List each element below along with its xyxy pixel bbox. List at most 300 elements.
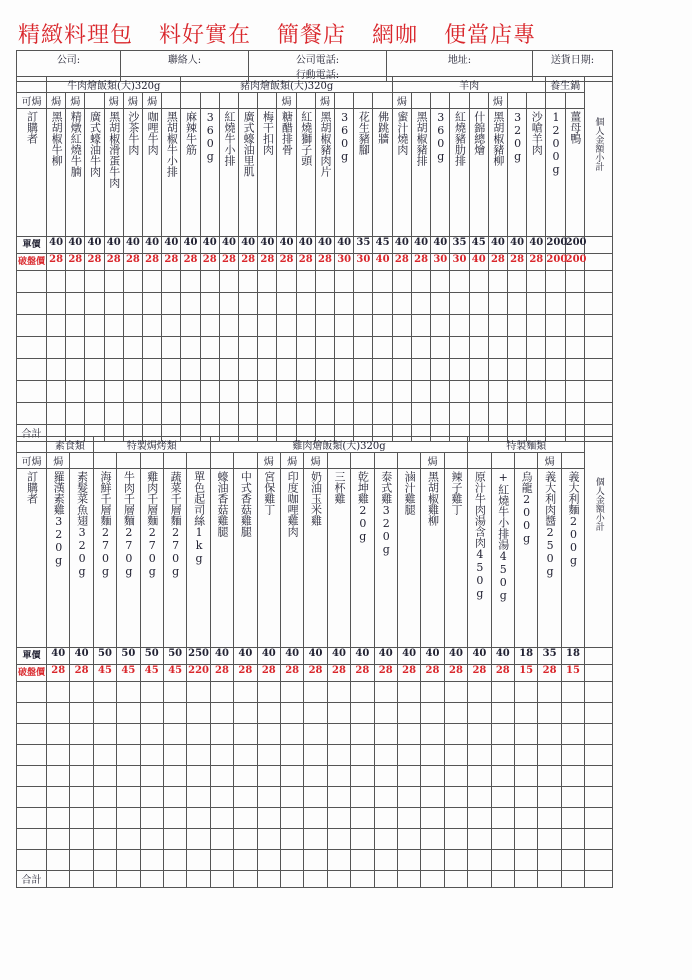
order-cell[interactable] [351,682,374,703]
order-cell[interactable] [163,682,186,703]
order-cell[interactable] [335,359,354,381]
menu-item[interactable] [397,469,420,648]
order-cell[interactable] [93,787,116,808]
order-cell[interactable] [392,359,411,381]
order-cell[interactable] [70,829,93,850]
order-cell[interactable] [47,381,66,403]
order-cell[interactable] [258,403,277,425]
order-cell[interactable] [488,381,507,403]
order-cell[interactable] [47,850,70,871]
order-cell[interactable] [258,293,277,315]
order-cell[interactable] [373,381,392,403]
order-cell[interactable] [234,808,257,829]
order-cell[interactable] [527,293,546,315]
order-cell[interactable] [491,787,514,808]
order-cell[interactable] [335,271,354,293]
order-cell[interactable] [374,766,397,787]
order-cell[interactable] [47,829,70,850]
order-cell[interactable] [565,403,584,425]
order-cell[interactable] [200,403,219,425]
order-cell[interactable] [315,337,334,359]
order-cell[interactable] [47,808,70,829]
menu-item[interactable] [491,469,514,648]
order-cell[interactable] [315,381,334,403]
person-total-cell[interactable] [584,254,612,271]
order-cell[interactable] [514,745,537,766]
menu-item[interactable] [187,469,210,648]
order-cell[interactable] [354,315,373,337]
order-cell[interactable] [210,787,233,808]
order-cell[interactable] [143,337,162,359]
order-cell[interactable] [200,315,219,337]
order-cell[interactable] [450,271,469,293]
order-cell[interactable] [421,787,444,808]
order-cell[interactable] [561,766,584,787]
order-cell[interactable] [210,850,233,871]
order-cell[interactable] [239,271,258,293]
order-cell[interactable] [468,766,491,787]
menu-item[interactable] [546,109,565,237]
order-cell[interactable] [47,293,66,315]
order-cell[interactable] [17,703,47,724]
order-cell[interactable] [514,682,537,703]
order-cell[interactable] [70,850,93,871]
order-cell[interactable] [187,745,210,766]
order-cell[interactable] [508,403,527,425]
order-cell[interactable] [200,337,219,359]
order-cell[interactable] [70,787,93,808]
order-cell[interactable] [66,359,85,381]
order-cell[interactable] [277,271,296,293]
menu-item[interactable] [315,109,334,237]
order-cell[interactable] [47,682,70,703]
order-cell[interactable] [444,703,468,724]
order-cell[interactable] [66,293,85,315]
order-cell[interactable] [210,682,233,703]
menu-item[interactable] [450,109,469,237]
order-cell[interactable] [234,787,257,808]
order-cell[interactable] [354,293,373,315]
menu-item[interactable] [239,109,258,237]
order-cell[interactable] [373,271,392,293]
order-cell[interactable] [304,682,327,703]
order-cell[interactable] [538,703,561,724]
order-cell[interactable] [200,381,219,403]
order-cell[interactable] [397,766,420,787]
order-cell[interactable] [354,337,373,359]
order-cell[interactable] [335,337,354,359]
order-cell[interactable] [421,766,444,787]
order-cell[interactable] [421,850,444,871]
order-cell[interactable] [304,703,327,724]
order-cell[interactable] [585,724,613,745]
order-cell[interactable] [239,359,258,381]
order-cell[interactable] [239,403,258,425]
order-cell[interactable] [143,381,162,403]
order-cell[interactable] [277,315,296,337]
order-cell[interactable] [431,293,450,315]
total-cell[interactable] [327,871,350,888]
order-cell[interactable] [93,745,116,766]
order-cell[interactable] [421,682,444,703]
order-cell[interactable] [17,271,47,293]
order-cell[interactable] [411,381,430,403]
order-cell[interactable] [258,271,277,293]
order-cell[interactable] [327,808,350,829]
order-cell[interactable] [491,682,514,703]
total-cell[interactable] [70,871,93,888]
order-cell[interactable] [258,381,277,403]
order-cell[interactable] [258,315,277,337]
order-cell[interactable] [163,745,186,766]
order-cell[interactable] [93,808,116,829]
order-cell[interactable] [508,293,527,315]
menu-item[interactable] [327,469,350,648]
order-cell[interactable] [257,829,280,850]
order-cell[interactable] [491,745,514,766]
order-cell[interactable] [219,337,238,359]
order-cell[interactable] [354,271,373,293]
order-cell[interactable] [66,315,85,337]
menu-item[interactable] [514,469,537,648]
order-cell[interactable] [546,315,565,337]
order-cell[interactable] [162,315,181,337]
order-cell[interactable] [335,403,354,425]
order-cell[interactable] [47,745,70,766]
person-total-cell[interactable] [585,648,613,665]
order-cell[interactable] [491,808,514,829]
order-cell[interactable] [335,381,354,403]
order-cell[interactable] [187,724,210,745]
order-cell[interactable] [234,829,257,850]
order-cell[interactable] [351,808,374,829]
order-cell[interactable] [351,724,374,745]
order-cell[interactable] [85,315,104,337]
order-cell[interactable] [163,787,186,808]
order-cell[interactable] [488,271,507,293]
menu-item[interactable] [277,109,296,237]
order-cell[interactable] [70,745,93,766]
order-cell[interactable] [327,766,350,787]
order-cell[interactable] [538,787,561,808]
order-cell[interactable] [468,703,491,724]
order-cell[interactable] [257,724,280,745]
menu-item[interactable] [527,109,546,237]
order-cell[interactable] [488,359,507,381]
order-cell[interactable] [85,271,104,293]
order-cell[interactable] [17,787,47,808]
total-cell[interactable] [187,871,210,888]
order-cell[interactable] [258,359,277,381]
order-cell[interactable] [561,682,584,703]
order-cell[interactable] [469,293,488,315]
order-cell[interactable] [280,766,303,787]
order-cell[interactable] [181,293,200,315]
order-cell[interactable] [187,682,210,703]
order-cell[interactable] [585,808,613,829]
order-cell[interactable] [219,403,238,425]
order-cell[interactable] [123,381,142,403]
menu-item[interactable] [468,469,491,648]
order-cell[interactable] [47,403,66,425]
order-cell[interactable] [280,808,303,829]
order-cell[interactable] [140,766,163,787]
order-cell[interactable] [450,403,469,425]
order-cell[interactable] [411,315,430,337]
order-cell[interactable] [488,403,507,425]
order-cell[interactable] [585,703,613,724]
order-cell[interactable] [584,315,612,337]
total-cell[interactable] [93,871,116,888]
order-cell[interactable] [354,381,373,403]
order-cell[interactable] [508,381,527,403]
order-cell[interactable] [527,271,546,293]
order-cell[interactable] [373,293,392,315]
order-cell[interactable] [315,271,334,293]
order-cell[interactable] [514,829,537,850]
menu-item[interactable] [66,109,85,237]
order-cell[interactable] [17,403,47,425]
order-cell[interactable] [444,724,468,745]
order-cell[interactable] [85,293,104,315]
order-cell[interactable] [304,829,327,850]
order-cell[interactable] [315,293,334,315]
person-total-cell[interactable] [584,237,612,254]
menu-item[interactable] [351,469,374,648]
order-cell[interactable] [66,337,85,359]
order-cell[interactable] [219,381,238,403]
order-cell[interactable] [163,829,186,850]
menu-item[interactable] [392,109,411,237]
order-cell[interactable] [163,703,186,724]
order-cell[interactable] [527,381,546,403]
order-cell[interactable] [514,850,537,871]
menu-item[interactable] [117,469,140,648]
order-cell[interactable] [104,315,123,337]
order-cell[interactable] [373,359,392,381]
order-cell[interactable] [143,293,162,315]
order-cell[interactable] [257,850,280,871]
order-cell[interactable] [392,337,411,359]
order-cell[interactable] [140,850,163,871]
menu-item[interactable] [469,109,488,237]
order-cell[interactable] [210,766,233,787]
order-cell[interactable] [584,359,612,381]
order-cell[interactable] [117,724,140,745]
menu-item[interactable] [104,109,123,237]
order-cell[interactable] [561,829,584,850]
order-cell[interactable] [397,703,420,724]
order-cell[interactable] [546,337,565,359]
order-cell[interactable] [17,808,47,829]
order-cell[interactable] [527,337,546,359]
total-cell[interactable] [444,871,468,888]
order-cell[interactable] [296,359,315,381]
order-cell[interactable] [514,808,537,829]
order-cell[interactable] [143,359,162,381]
order-cell[interactable] [140,703,163,724]
order-cell[interactable] [546,403,565,425]
order-cell[interactable] [280,850,303,871]
order-cell[interactable] [123,271,142,293]
order-cell[interactable] [257,787,280,808]
menu-item[interactable] [258,109,277,237]
menu-item[interactable] [444,469,468,648]
order-cell[interactable] [47,703,70,724]
order-cell[interactable] [561,808,584,829]
order-cell[interactable] [93,724,116,745]
order-cell[interactable] [373,337,392,359]
order-cell[interactable] [104,271,123,293]
order-cell[interactable] [304,745,327,766]
total-cell[interactable] [585,871,613,888]
order-cell[interactable] [234,745,257,766]
order-cell[interactable] [234,724,257,745]
order-cell[interactable] [538,850,561,871]
menu-item[interactable] [85,109,104,237]
order-cell[interactable] [468,745,491,766]
order-cell[interactable] [397,724,420,745]
order-cell[interactable] [397,745,420,766]
order-cell[interactable] [444,808,468,829]
order-cell[interactable] [140,724,163,745]
order-cell[interactable] [538,745,561,766]
order-cell[interactable] [187,787,210,808]
order-cell[interactable] [239,337,258,359]
order-cell[interactable] [277,403,296,425]
order-cell[interactable] [444,682,468,703]
order-cell[interactable] [538,808,561,829]
total-cell[interactable] [374,871,397,888]
order-cell[interactable] [315,315,334,337]
order-cell[interactable] [508,271,527,293]
order-cell[interactable] [117,787,140,808]
order-cell[interactable] [584,293,612,315]
order-cell[interactable] [469,359,488,381]
order-cell[interactable] [546,381,565,403]
total-cell[interactable] [514,871,537,888]
menu-item[interactable] [123,109,142,237]
order-cell[interactable] [431,359,450,381]
order-cell[interactable] [327,703,350,724]
order-cell[interactable] [304,766,327,787]
order-cell[interactable] [70,724,93,745]
total-cell[interactable] [117,871,140,888]
order-cell[interactable] [70,703,93,724]
menu-item[interactable] [538,469,561,648]
order-cell[interactable] [327,682,350,703]
order-cell[interactable] [469,315,488,337]
order-cell[interactable] [181,271,200,293]
order-cell[interactable] [514,787,537,808]
order-cell[interactable] [374,808,397,829]
order-cell[interactable] [374,724,397,745]
order-cell[interactable] [123,315,142,337]
order-cell[interactable] [335,293,354,315]
order-cell[interactable] [280,682,303,703]
order-cell[interactable] [392,271,411,293]
order-cell[interactable] [450,359,469,381]
order-cell[interactable] [468,787,491,808]
order-cell[interactable] [296,315,315,337]
order-cell[interactable] [538,682,561,703]
order-cell[interactable] [296,337,315,359]
order-cell[interactable] [93,829,116,850]
order-cell[interactable] [421,724,444,745]
order-cell[interactable] [17,315,47,337]
order-cell[interactable] [85,337,104,359]
order-cell[interactable] [93,766,116,787]
order-cell[interactable] [66,403,85,425]
total-cell[interactable] [538,871,561,888]
menu-item[interactable] [508,109,527,237]
order-cell[interactable] [584,381,612,403]
order-cell[interactable] [431,403,450,425]
order-cell[interactable] [187,703,210,724]
order-cell[interactable] [565,293,584,315]
order-cell[interactable] [565,271,584,293]
order-cell[interactable] [491,829,514,850]
total-cell[interactable] [351,871,374,888]
order-cell[interactable] [491,850,514,871]
total-cell[interactable] [397,871,420,888]
order-cell[interactable] [117,829,140,850]
order-cell[interactable] [85,359,104,381]
order-cell[interactable] [219,293,238,315]
order-cell[interactable] [514,724,537,745]
order-cell[interactable] [327,850,350,871]
order-cell[interactable] [585,829,613,850]
order-cell[interactable] [397,850,420,871]
menu-item[interactable] [565,109,584,237]
person-total-cell[interactable] [585,665,613,682]
order-cell[interactable] [104,337,123,359]
order-cell[interactable] [140,745,163,766]
menu-item[interactable] [162,109,181,237]
total-cell[interactable] [280,871,303,888]
order-cell[interactable] [450,337,469,359]
order-cell[interactable] [280,703,303,724]
order-cell[interactable] [85,403,104,425]
order-cell[interactable] [565,337,584,359]
order-cell[interactable] [584,403,612,425]
order-cell[interactable] [181,359,200,381]
order-cell[interactable] [561,745,584,766]
order-cell[interactable] [181,315,200,337]
order-cell[interactable] [397,682,420,703]
total-cell[interactable] [468,871,491,888]
order-cell[interactable] [527,359,546,381]
order-cell[interactable] [123,359,142,381]
order-cell[interactable] [181,403,200,425]
order-cell[interactable] [373,403,392,425]
order-cell[interactable] [327,829,350,850]
order-cell[interactable] [327,745,350,766]
order-cell[interactable] [117,766,140,787]
order-cell[interactable] [163,724,186,745]
order-cell[interactable] [93,850,116,871]
order-cell[interactable] [468,724,491,745]
order-cell[interactable] [17,337,47,359]
order-cell[interactable] [491,766,514,787]
order-cell[interactable] [104,403,123,425]
order-cell[interactable] [546,293,565,315]
order-cell[interactable] [280,724,303,745]
order-cell[interactable] [488,293,507,315]
order-cell[interactable] [187,808,210,829]
total-cell[interactable] [140,871,163,888]
order-cell[interactable] [351,829,374,850]
